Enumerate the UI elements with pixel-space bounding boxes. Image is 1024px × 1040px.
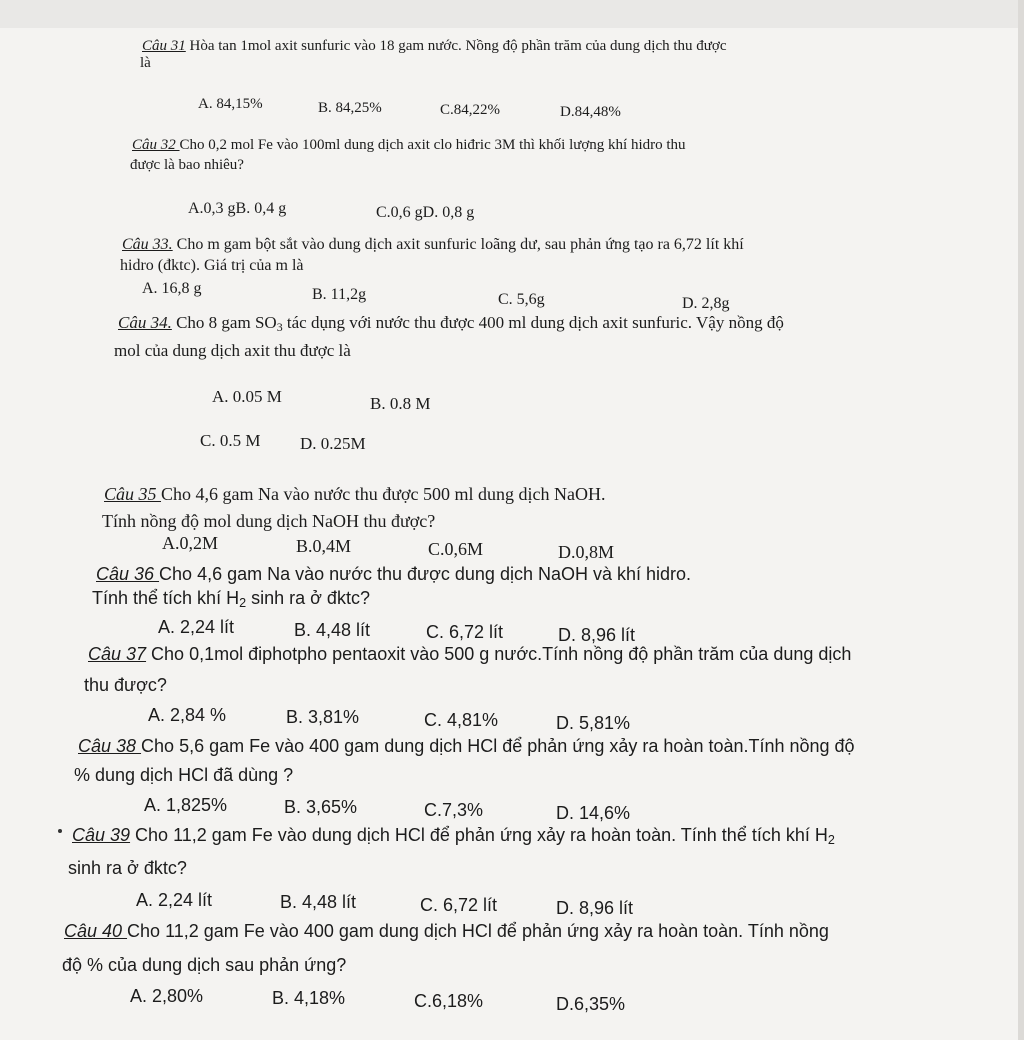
question-32-line-2: được là bao nhiêu? [130,157,244,173]
question-35-option-d[interactable]: D.0,8M [558,542,615,562]
question-40-label: Câu 40 [64,921,128,941]
question-35-label: Câu 35 [104,484,162,504]
question-38-line-2: % dung dịch HCl đã dùng ? [74,765,294,785]
question-40-option-a[interactable]: A. 2,80% [130,986,204,1006]
question-39-option-b[interactable]: B. 4,48 lít [280,892,357,912]
question-40-option-b[interactable]: B. 4,18% [272,988,346,1008]
question-36-line-1: Câu 36 Cho 4,6 gam Na vào nước thu được dung dịch NaOH và khí hidro. [96,564,692,584]
question-32-option-cd[interactable]: C.0,6 gD. 0,8 g [376,204,475,221]
question-39-line-1: Câu 39 Cho 11,2 gam Fe vào dung dịch HCl để phản ứng xảy ra hoàn toàn. Tính thể tích khí $H_2$ [72,825,835,848]
question-39-line-2: sinh ra ở đktc? [68,858,187,878]
question-40-line-1: Câu 40 Cho 11,2 gam Fe vào 400 gam dung dịch HCl để phản ứng xảy ra hoàn toàn. Tính nồng [64,921,829,941]
question-31-option-a[interactable]: A. 84,15% [198,96,263,112]
question-34-option-d[interactable]: D. 0.25M [300,434,366,453]
question-37-option-a[interactable]: A. 2,84 % [148,705,227,725]
question-37-line-1: Câu 37 Cho 0,1mol điphotpho pentaoxit vào 500 g nước.Tính nồng độ phần trăm của dung dịch [88,644,852,664]
margin-dot [58,829,62,833]
question-39-option-c[interactable]: C. 6,72 lít [420,895,498,915]
question-39-option-d[interactable]: D. 8,96 lít [556,898,634,918]
question-34-option-b[interactable]: B. 0.8 M [370,394,431,413]
question-39-label: Câu 39 [72,825,131,845]
question-36-option-d[interactable]: D. 8,96 lít [558,625,636,645]
question-37-option-c[interactable]: C. 4,81% [424,710,499,730]
question-38-option-c[interactable]: C.7,3% [424,800,484,820]
question-36-label: Câu 36 [96,564,160,584]
question-40-line-2: độ % của dung dịch sau phản ứng? [62,955,347,975]
question-31-line-1: Câu 31 Hòa tan 1mol axit sunfuric vào 18 gam nước. Nồng độ phần trăm của dung dịch thu được [142,38,727,54]
question-36-option-b[interactable]: B. 4,48 lít [294,620,371,640]
question-33-line-1: Câu 33. Cho m gam bột sắt vào dung dịch axit sunfuric loãng dư, sau phản ứng tạo ra 6,72 lít khí [122,236,744,253]
question-33-option-d[interactable]: D. 2,8g [682,295,730,312]
question-33-option-c[interactable]: C. 5,6g [498,291,545,308]
question-38-label: Câu 38 [78,736,142,756]
question-31-label: Câu 31 [142,38,186,54]
question-35-line-2: Tính nồng độ mol dung dịch NaOH thu được? [102,511,436,531]
question-31-option-b[interactable]: B. 84,25% [318,100,382,116]
question-36-line-2: Tính thể tích khí $H_2$ sinh ra ở đktc? [92,588,370,611]
question-31-option-c[interactable]: C.84,22% [440,102,500,118]
question-33-option-a[interactable]: A. 16,8 g [142,280,202,297]
question-32-option-ab[interactable]: A.0,3 gB. 0,4 g [188,200,287,217]
question-38-line-1: Câu 38 Cho 5,6 gam Fe vào 400 gam dung dịch HCl để phản ứng xảy ra hoàn toàn.Tính nồng độ [78,736,855,756]
question-35-option-b[interactable]: B.0,4M [296,536,352,556]
question-38-option-a[interactable]: A. 1,825% [144,795,228,815]
question-37-line-2: thu được? [84,675,167,695]
question-34-option-c[interactable]: C. 0.5 M [200,431,261,450]
question-36-option-c[interactable]: C. 6,72 lít [426,622,504,642]
question-35-option-a[interactable]: A.0,2M [162,533,219,553]
question-34-label: Câu 34. [118,313,172,332]
question-33-label: Câu 33. [122,236,173,253]
question-37-label: Câu 37 [88,644,147,664]
question-31-option-d[interactable]: D.84,48% [560,104,621,120]
question-33-option-b[interactable]: B. 11,2g [312,286,367,303]
question-34-option-a[interactable]: A. 0.05 M [212,387,282,406]
question-32-label: Câu 32 [132,137,180,153]
question-40-option-d[interactable]: D.6,35% [556,994,626,1014]
question-36-option-a[interactable]: A. 2,24 lít [158,617,235,637]
question-35-option-c[interactable]: C.0,6M [428,539,484,559]
question-31-line-2: là [140,55,151,71]
question-32-line-1: Câu 32 Cho 0,2 mol Fe vào 100ml dung dịch axit clo hiđric 3M thì khối lượng khí hidro thu [132,137,686,153]
question-34-line-1: Câu 34. Cho 8 gam $SO_3$ tác dụng với nước thu được 400 ml dung dịch axit sunfuric. Vậy nồng độ [118,313,784,334]
question-34-line-2: mol của dung dịch axit thu được là [114,341,351,360]
question-33-line-2: hidro (đktc). Giá trị của m là [120,257,304,274]
question-39-option-a[interactable]: A. 2,24 lít [136,890,213,910]
question-37-option-b[interactable]: B. 3,81% [286,707,360,727]
question-40-option-c[interactable]: C.6,18% [414,991,484,1011]
question-37-option-d[interactable]: D. 5,81% [556,713,631,733]
question-38-option-b[interactable]: B. 3,65% [284,797,358,817]
question-35-line-1: Câu 35 Cho 4,6 gam Na vào nước thu được 500 ml dung dịch NaOH. [104,484,606,504]
question-38-option-d[interactable]: D. 14,6% [556,803,631,823]
